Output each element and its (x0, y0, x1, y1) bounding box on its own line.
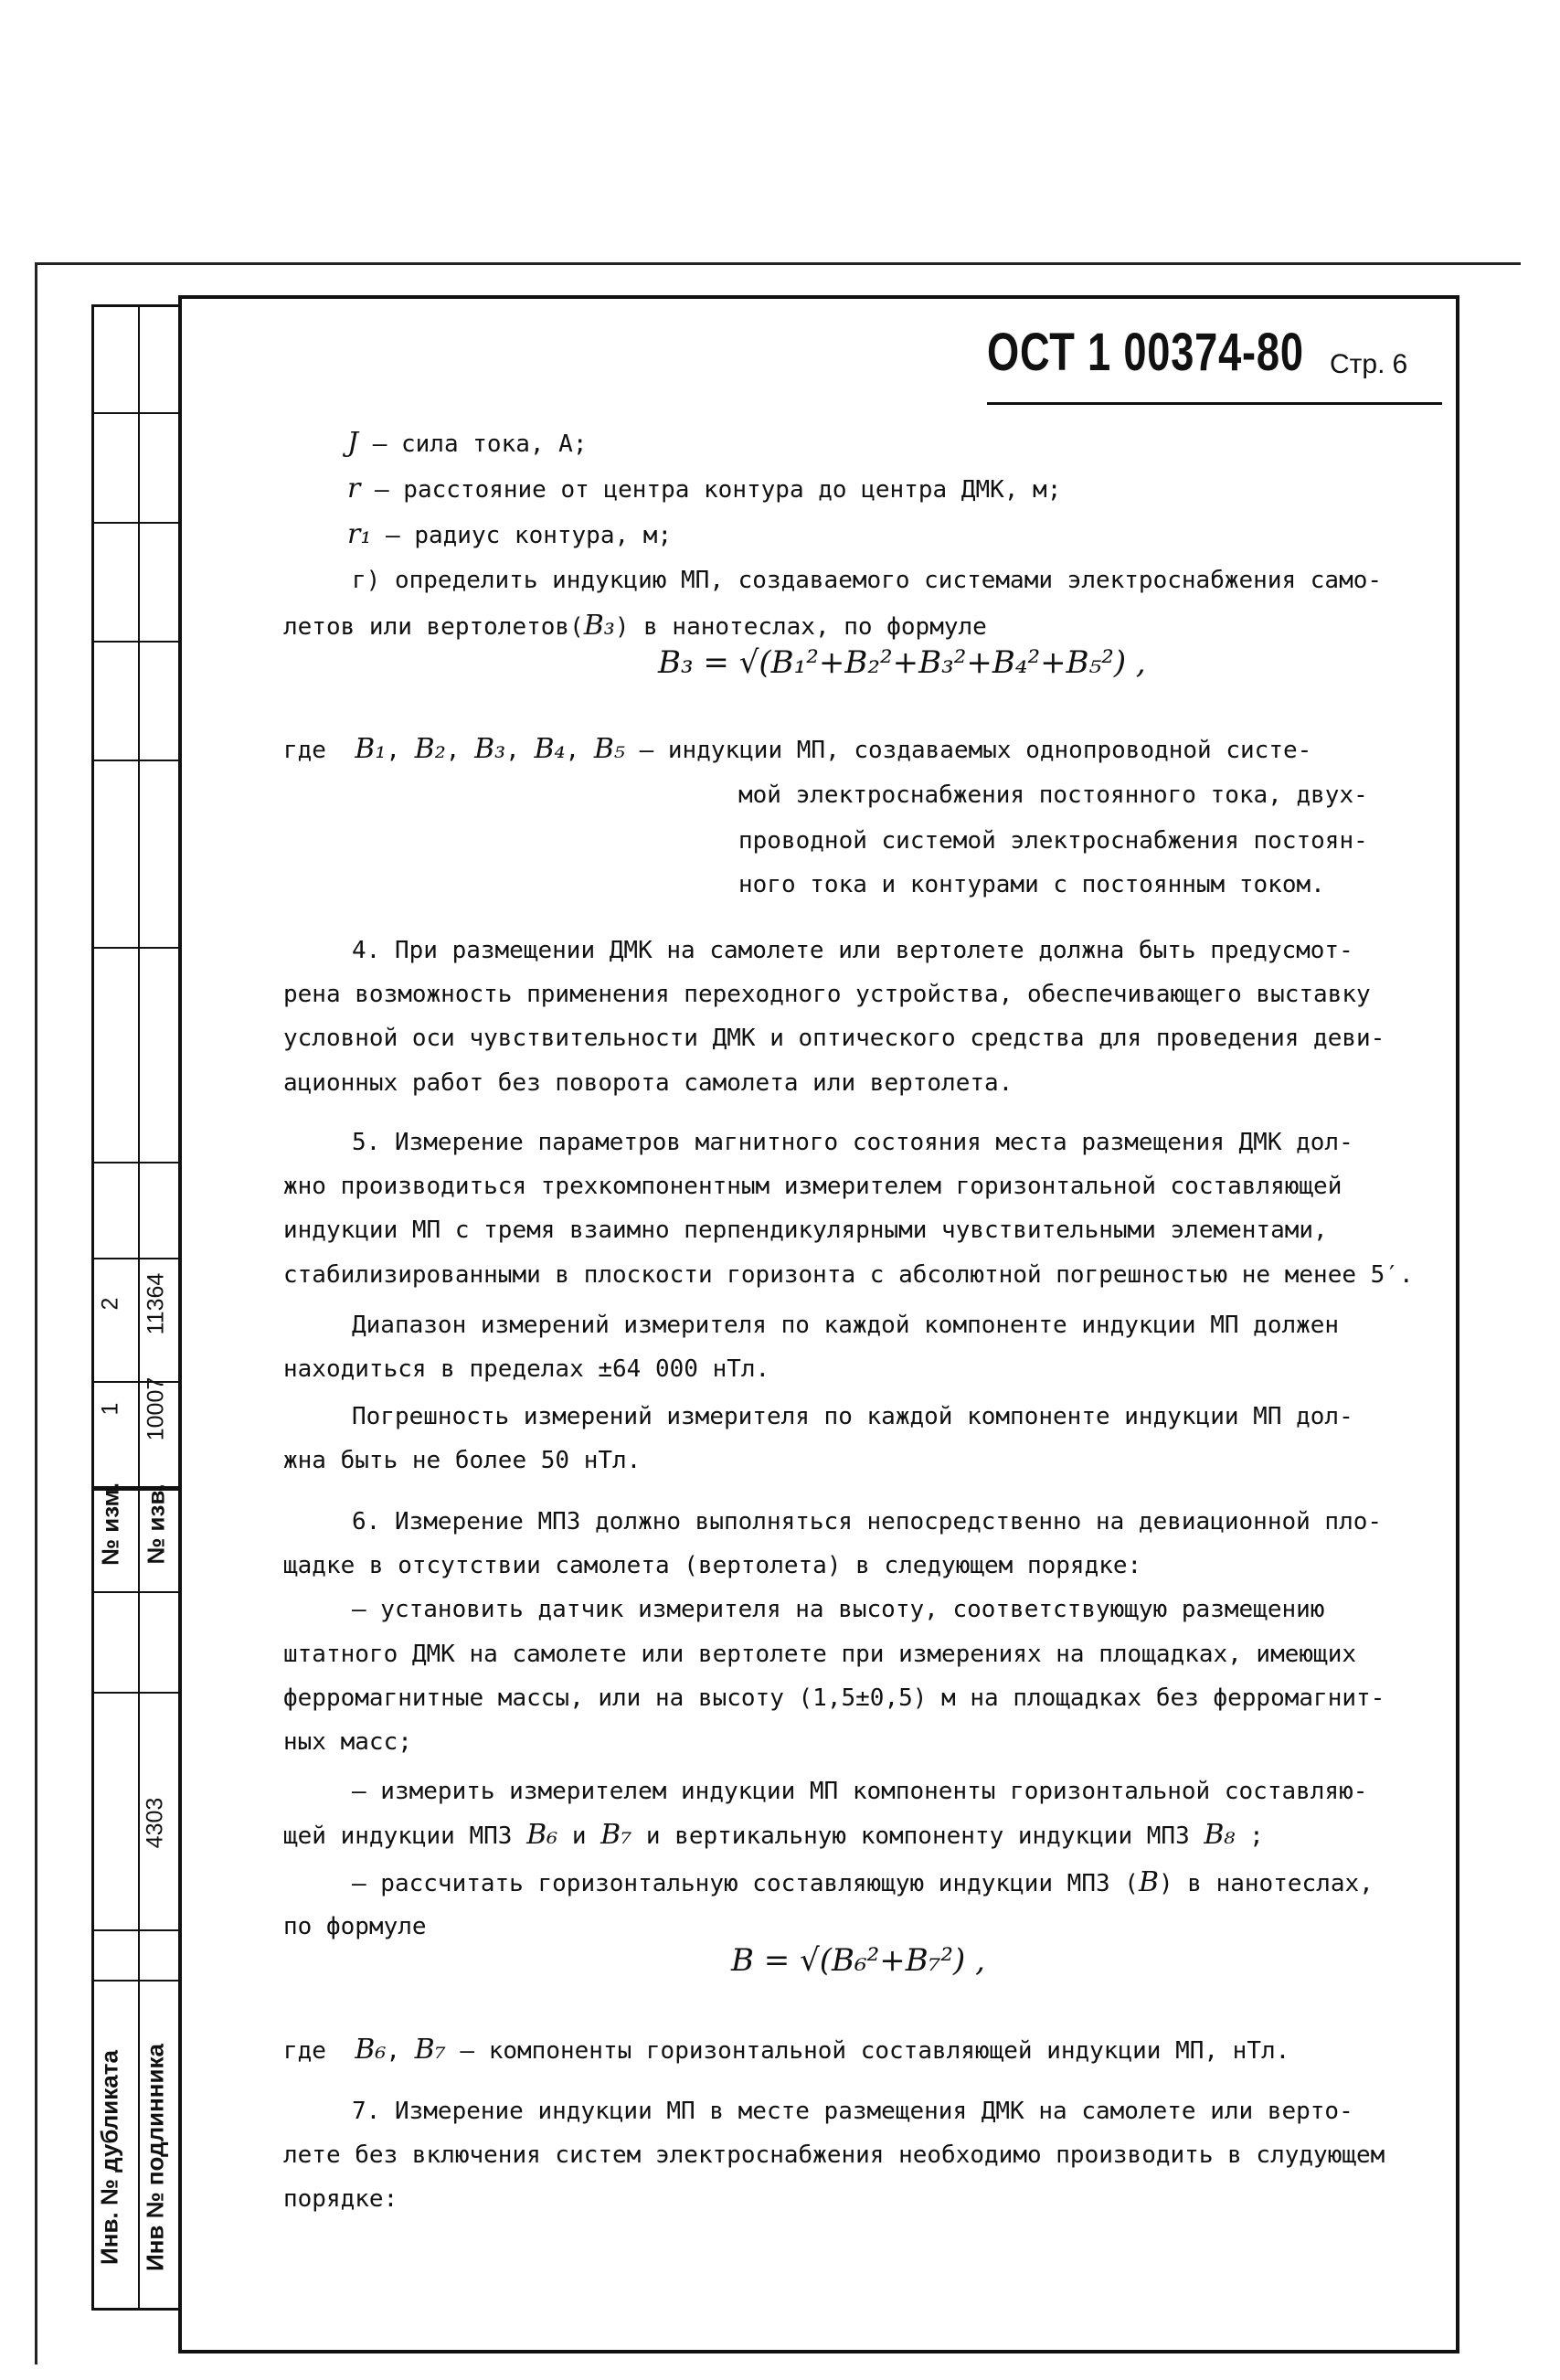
standard-designation: ОСТ 1 00374-80 (987, 323, 1304, 382)
para-6-line: щей индукции МПЗ B₆ и B₇ и вертикальную компоненту индукции МПЗ B₈ ; (283, 1819, 1264, 1851)
para-5-line: жна быть не более 50 нТл. (283, 1447, 642, 1474)
para-5-line: жно производиться трехкомпонентным измерителем горизонтальной составляющей (283, 1173, 1342, 1200)
para-5: 5. Измерение параметров магнитного состояния места размещения ДМК дол- (352, 1129, 1353, 1156)
para-7-line: порядке: (283, 2185, 398, 2213)
item-g-cont: летов или вертолетов(B₃) в нанотеслах, по формуле (283, 610, 987, 642)
para-6-line: – рассчитать горизонтальную составляющую индукции МПЗ (B) в нанотеслах, (352, 1866, 1374, 1898)
line-radius: r₁ – радиус контура, м; (347, 518, 673, 550)
para-6-line: ферромагнитные массы, или на высоту (1,5±0,5) м на площадках без ферромагнит- (283, 1684, 1385, 1712)
formula-b: B = √(B₆²+B₇²) , (731, 1942, 985, 1979)
para-4-line: условной оси чувствительности ДМК и оптического средства для проведения деви- (283, 1025, 1385, 1052)
page-number: 6 (1392, 349, 1408, 379)
para-5-line: стабилизированными в плоскости горизонта с абсолютной погрешностью не менее 5′. (283, 1261, 1414, 1289)
para-6-line: – измерить измерителем индукции МП компоненты горизонтальной составляю- (352, 1778, 1368, 1805)
para-4-line: ационных работ без поворота самолета или вертолета. (283, 1069, 1013, 1097)
para-7-line: лете без включения систем электроснабжения необходимо производить в слудующем (283, 2141, 1385, 2169)
formula-b3: B₃ = √(B₁²+B₂²+B₃²+B₄²+B₅²) , (658, 644, 1146, 681)
izm-value-1: 1 (97, 1402, 123, 1416)
where-b1-b5: где B₁, B₂, B₃, B₄, B₅ – индукции МП, создаваемых однопроводной систе- (283, 733, 1312, 765)
stamp-divider (138, 307, 140, 2308)
para-7: 7. Измерение индукции МП в месте размещения ДМК на самолете или верто- (352, 2098, 1353, 2125)
podlinnik-label: Инв № подлинника (141, 2044, 169, 2271)
where-b6-b7: где B₆, B₇ – компоненты горизонтальной составляющей индукции МП, нТл. (283, 2034, 1290, 2066)
para-6-line: щадке в отсутствии самолета (вертолета) в следующем порядке: (283, 1552, 1142, 1579)
line-current: J – сила тока, А; (347, 427, 588, 459)
izv-value-1: 10007 (143, 1376, 169, 1441)
para-6-line: ных масс; (283, 1728, 412, 1756)
page-header (987, 311, 1442, 405)
para-4-line: рена возможность применения переходного устройства, обеспечивающего выставку (283, 981, 1371, 1008)
where-cont-3: ного тока и контурами с постоянным током. (738, 871, 1325, 898)
para-6-line: – установить датчик измерителя на высоту, соответствующую размещению (352, 1596, 1325, 1623)
para-5-line: индукции МП с тремя взаимно перпендикулярными чувствительными элементами, (283, 1217, 1328, 1244)
izm-value-2: 2 (97, 1297, 123, 1311)
izv-value-2: 11364 (143, 1272, 169, 1335)
dublikat-label: Инв. № дубликата (95, 2050, 123, 2265)
where-cont-2: проводной системой электроснабжения постоян- (738, 827, 1368, 855)
para-6-line: штатного ДМК на самолете или вертолете при измерениях на площадках, имеющих (283, 1641, 1356, 1668)
para-4: 4. При размещении ДМК на самолете или вертолете должна быть предусмот- (352, 937, 1353, 964)
para-5-line: Погрешность измерений измерителя по каждой компоненте индукции МП дол- (352, 1403, 1353, 1430)
item-g: г) определить индукцию МП, создаваемого системами электроснабжения само- (352, 567, 1383, 594)
podlinnik-value: 4303 (142, 1797, 168, 1849)
para-5-line: Диапазон измерений измерителя по каждой компоненте индукции МП должен (352, 1312, 1340, 1339)
izv-label: № изв. (142, 1483, 170, 1565)
para-6-line: по формуле (283, 1913, 427, 1940)
where-cont-1: мой электроснабжения постоянного тока, двух- (738, 781, 1368, 809)
page-indicator (1330, 349, 1407, 380)
line-distance: r – расстояние от центра контура до центра ДМК, м; (347, 473, 1062, 505)
para-5-line: находиться в пределах ±64 000 нТл. (283, 1355, 770, 1383)
para-6: 6. Измерение МПЗ должно выполняться непосредственно на девиационной пло- (352, 1508, 1383, 1535)
page-label: Стр. (1330, 349, 1385, 379)
izm-label: № изм. (96, 1482, 124, 1566)
